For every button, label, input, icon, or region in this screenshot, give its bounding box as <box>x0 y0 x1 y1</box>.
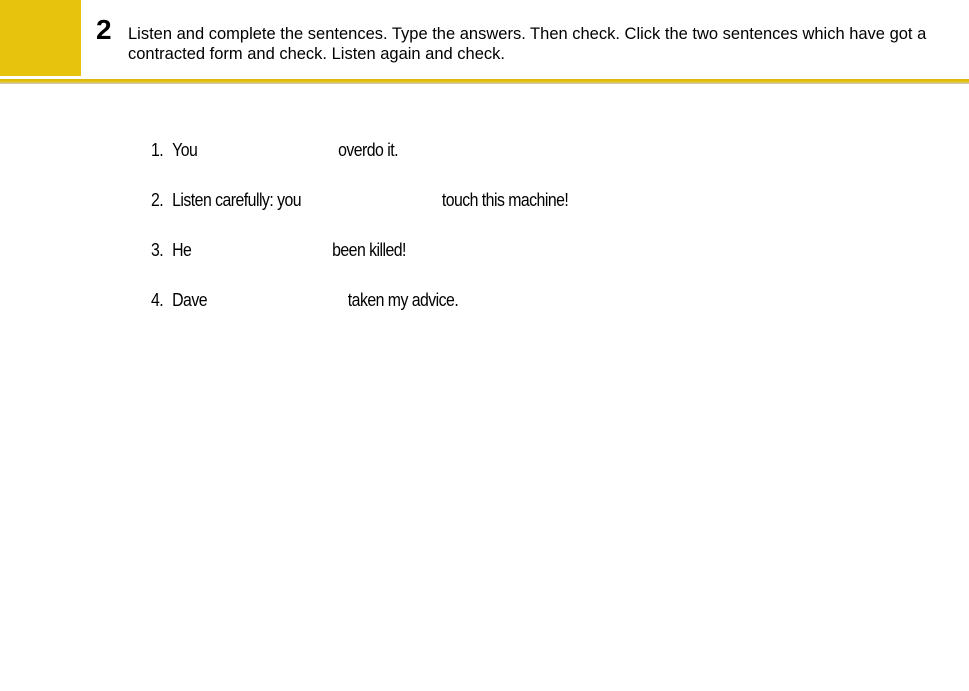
exercise-header <box>0 0 969 80</box>
sentence-3[interactable] <box>151 238 568 262</box>
sentence-number: 4. <box>151 289 164 310</box>
sentence-number: 1. <box>151 139 164 160</box>
sentence-list <box>151 138 625 338</box>
sentence-text-before: He <box>172 239 192 260</box>
sentence-text-before: Listen carefully: you <box>172 189 302 210</box>
exercise-number: 2 <box>96 14 112 45</box>
sentence-number: 3. <box>151 239 164 260</box>
sentence-2[interactable] <box>151 188 568 212</box>
header-divider <box>0 79 969 84</box>
sentence-4[interactable] <box>151 288 568 312</box>
answer-input-1[interactable] <box>203 139 333 161</box>
accent-block <box>0 0 81 76</box>
answer-input-2[interactable] <box>306 189 436 211</box>
answer-input-3[interactable] <box>197 239 327 261</box>
sentence-1[interactable] <box>151 138 568 162</box>
sentence-number: 2. <box>151 189 164 210</box>
sentence-text-before: Dave <box>172 289 207 310</box>
answer-input-4[interactable] <box>212 289 342 311</box>
sentence-text-after: overdo it. <box>338 139 398 160</box>
sentence-text-after: been killed! <box>332 239 406 260</box>
sentence-text-after: touch this machine! <box>441 189 569 210</box>
sentence-text-before: You <box>172 139 198 160</box>
sentence-text-after: taken my advice. <box>347 289 459 310</box>
exercise-instructions: Listen and complete the sentences. Type the answers. Then check. Click the two sentences which have got a contracted form and check. Listen again and check. <box>128 25 927 63</box>
